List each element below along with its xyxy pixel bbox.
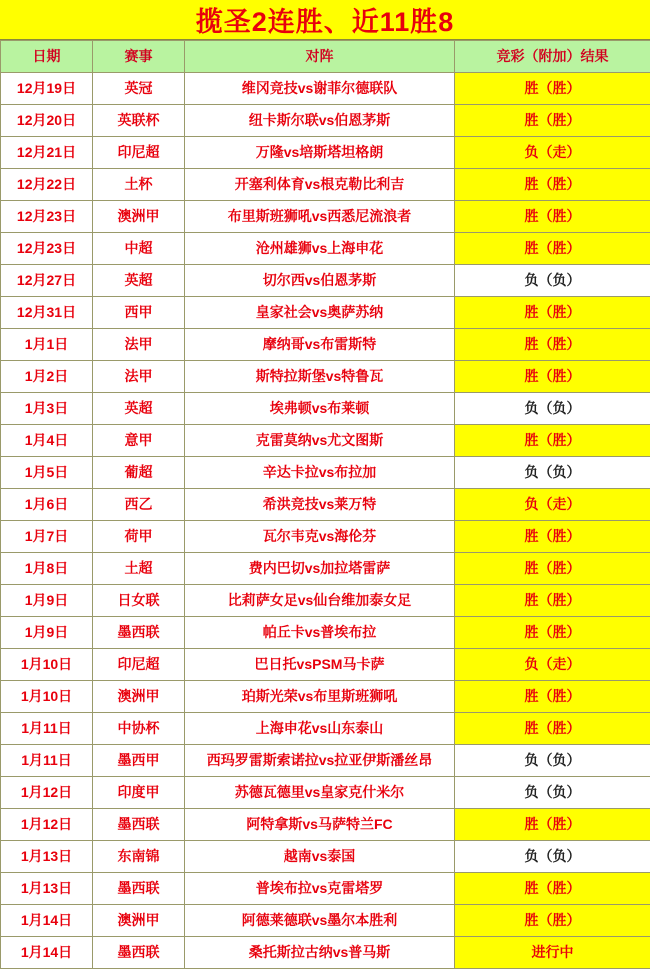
cell-result: 胜（胜） bbox=[455, 809, 650, 841]
cell-result: 胜（胜） bbox=[455, 521, 650, 553]
cell-match: 纽卡斯尔联vs伯恩茅斯 bbox=[185, 105, 455, 137]
cell-match: 西玛罗雷斯索诺拉vs拉亚伊斯潘丝昂 bbox=[185, 745, 455, 777]
cell-match: 切尔西vs伯恩茅斯 bbox=[185, 265, 455, 297]
cell-match: 越南vs泰国 bbox=[185, 841, 455, 873]
cell-league: 墨西联 bbox=[93, 617, 185, 649]
cell-match: 巴日托vsPSM马卡萨 bbox=[185, 649, 455, 681]
table-row bbox=[1, 937, 650, 969]
table-row bbox=[1, 585, 650, 617]
cell-date: 12月23日 bbox=[1, 201, 93, 233]
cell-league: 中超 bbox=[93, 233, 185, 265]
cell-match: 克雷莫纳vs尤文图斯 bbox=[185, 425, 455, 457]
cell-match: 阿德莱德联vs墨尔本胜利 bbox=[185, 905, 455, 937]
table-row bbox=[1, 521, 650, 553]
table-row bbox=[1, 329, 650, 361]
cell-match: 辛达卡拉vs布拉加 bbox=[185, 457, 455, 489]
cell-match: 上海申花vs山东泰山 bbox=[185, 713, 455, 745]
table-row bbox=[1, 617, 650, 649]
cell-date: 1月2日 bbox=[1, 361, 93, 393]
cell-result: 胜（胜） bbox=[455, 329, 650, 361]
table-row bbox=[1, 489, 650, 521]
cell-result: 胜（胜） bbox=[455, 169, 650, 201]
cell-result: 胜（胜） bbox=[455, 553, 650, 585]
cell-league: 墨西联 bbox=[93, 873, 185, 905]
cell-league: 英超 bbox=[93, 265, 185, 297]
cell-league: 意甲 bbox=[93, 425, 185, 457]
table-row bbox=[1, 297, 650, 329]
cell-result: 胜（胜） bbox=[455, 873, 650, 905]
cell-result: 负（负） bbox=[455, 777, 650, 809]
cell-league: 墨西联 bbox=[93, 937, 185, 969]
cell-league: 墨西联 bbox=[93, 809, 185, 841]
cell-date: 1月8日 bbox=[1, 553, 93, 585]
cell-result: 胜（胜） bbox=[455, 233, 650, 265]
cell-match: 斯特拉斯堡vs特鲁瓦 bbox=[185, 361, 455, 393]
table-row bbox=[1, 681, 650, 713]
table-row bbox=[1, 777, 650, 809]
cell-date: 12月27日 bbox=[1, 265, 93, 297]
cell-league: 法甲 bbox=[93, 361, 185, 393]
cell-date: 1月3日 bbox=[1, 393, 93, 425]
cell-date: 12月23日 bbox=[1, 233, 93, 265]
cell-date: 1月5日 bbox=[1, 457, 93, 489]
table-row bbox=[1, 169, 650, 201]
cell-league: 中协杯 bbox=[93, 713, 185, 745]
table-header-row bbox=[1, 41, 650, 73]
cell-league: 澳洲甲 bbox=[93, 681, 185, 713]
cell-result: 胜（胜） bbox=[455, 105, 650, 137]
cell-match: 阿特拿斯vs马萨特兰FC bbox=[185, 809, 455, 841]
cell-match: 珀斯光荣vs布里斯班狮吼 bbox=[185, 681, 455, 713]
cell-league: 印度甲 bbox=[93, 777, 185, 809]
cell-date: 1月4日 bbox=[1, 425, 93, 457]
cell-result: 负（负） bbox=[455, 393, 650, 425]
table-row bbox=[1, 553, 650, 585]
cell-result: 负（负） bbox=[455, 265, 650, 297]
cell-result: 胜（胜） bbox=[455, 73, 650, 105]
table-row bbox=[1, 73, 650, 105]
cell-date: 12月19日 bbox=[1, 73, 93, 105]
cell-match: 桑托斯拉古纳vs普马斯 bbox=[185, 937, 455, 969]
table-row bbox=[1, 137, 650, 169]
cell-league: 土杯 bbox=[93, 169, 185, 201]
table-row bbox=[1, 873, 650, 905]
column-header-result: 竞彩（附加）结果 bbox=[455, 41, 650, 73]
cell-date: 1月13日 bbox=[1, 841, 93, 873]
cell-date: 1月12日 bbox=[1, 809, 93, 841]
cell-result: 负（负） bbox=[455, 745, 650, 777]
table-row bbox=[1, 393, 650, 425]
cell-date: 1月6日 bbox=[1, 489, 93, 521]
cell-result: 胜（胜） bbox=[455, 425, 650, 457]
cell-result: 负（走） bbox=[455, 649, 650, 681]
cell-league: 英超 bbox=[93, 393, 185, 425]
cell-date: 1月14日 bbox=[1, 905, 93, 937]
cell-result: 负（负） bbox=[455, 457, 650, 489]
table-row bbox=[1, 425, 650, 457]
cell-match: 希洪竞技vs莱万特 bbox=[185, 489, 455, 521]
cell-result: 胜（胜） bbox=[455, 617, 650, 649]
table-row bbox=[1, 649, 650, 681]
table-row bbox=[1, 105, 650, 137]
cell-date: 1月11日 bbox=[1, 745, 93, 777]
table-row bbox=[1, 265, 650, 297]
table-row bbox=[1, 841, 650, 873]
cell-league: 西乙 bbox=[93, 489, 185, 521]
cell-league: 澳洲甲 bbox=[93, 201, 185, 233]
table-row bbox=[1, 233, 650, 265]
table-row bbox=[1, 713, 650, 745]
table-row bbox=[1, 201, 650, 233]
cell-match: 摩纳哥vs布雷斯特 bbox=[185, 329, 455, 361]
cell-league: 印尼超 bbox=[93, 137, 185, 169]
cell-match: 苏德瓦德里vs皇家克什米尔 bbox=[185, 777, 455, 809]
cell-match: 普埃布拉vs克雷塔罗 bbox=[185, 873, 455, 905]
cell-result: 负（负） bbox=[455, 841, 650, 873]
page-title: 揽圣2连胜、近11胜8 bbox=[196, 0, 455, 39]
table-header bbox=[1, 41, 650, 73]
cell-match: 帕丘卡vs普埃布拉 bbox=[185, 617, 455, 649]
cell-date: 1月1日 bbox=[1, 329, 93, 361]
cell-league: 澳洲甲 bbox=[93, 905, 185, 937]
cell-league: 葡超 bbox=[93, 457, 185, 489]
cell-league: 土超 bbox=[93, 553, 185, 585]
cell-date: 1月13日 bbox=[1, 873, 93, 905]
cell-result: 胜（胜） bbox=[455, 905, 650, 937]
cell-date: 1月10日 bbox=[1, 649, 93, 681]
cell-date: 12月22日 bbox=[1, 169, 93, 201]
cell-date: 1月12日 bbox=[1, 777, 93, 809]
cell-date: 1月10日 bbox=[1, 681, 93, 713]
cell-match: 比莉萨女足vs仙台维加泰女足 bbox=[185, 585, 455, 617]
cell-league: 英联杯 bbox=[93, 105, 185, 137]
cell-match: 埃弗顿vs布莱顿 bbox=[185, 393, 455, 425]
match-results-table bbox=[0, 40, 650, 969]
cell-league: 日女联 bbox=[93, 585, 185, 617]
cell-result: 胜（胜） bbox=[455, 297, 650, 329]
cell-date: 1月9日 bbox=[1, 585, 93, 617]
cell-league: 西甲 bbox=[93, 297, 185, 329]
cell-match: 沧州雄狮vs上海申花 bbox=[185, 233, 455, 265]
cell-league: 英冠 bbox=[93, 73, 185, 105]
table-row bbox=[1, 905, 650, 937]
cell-match: 维冈竞技vs谢菲尔德联队 bbox=[185, 73, 455, 105]
column-header-match: 对阵 bbox=[185, 41, 455, 73]
cell-result: 胜（胜） bbox=[455, 361, 650, 393]
title-bar bbox=[0, 0, 650, 40]
table-row bbox=[1, 809, 650, 841]
cell-date: 12月20日 bbox=[1, 105, 93, 137]
table-row bbox=[1, 745, 650, 777]
cell-league: 东南锦 bbox=[93, 841, 185, 873]
cell-match: 开塞利体育vs根克勒比利吉 bbox=[185, 169, 455, 201]
cell-match: 费内巴切vs加拉塔雷萨 bbox=[185, 553, 455, 585]
cell-match: 布里斯班狮吼vs西悉尼流浪者 bbox=[185, 201, 455, 233]
cell-date: 12月31日 bbox=[1, 297, 93, 329]
cell-match: 皇家社会vs奥萨苏纳 bbox=[185, 297, 455, 329]
cell-result: 胜（胜） bbox=[455, 681, 650, 713]
cell-match: 万隆vs培斯塔坦格朗 bbox=[185, 137, 455, 169]
cell-date: 1月11日 bbox=[1, 713, 93, 745]
cell-date: 1月7日 bbox=[1, 521, 93, 553]
cell-date: 1月14日 bbox=[1, 937, 93, 969]
cell-result: 胜（胜） bbox=[455, 585, 650, 617]
cell-result: 胜（胜） bbox=[455, 713, 650, 745]
cell-league: 墨西甲 bbox=[93, 745, 185, 777]
cell-result: 负（走） bbox=[455, 137, 650, 169]
cell-league: 荷甲 bbox=[93, 521, 185, 553]
table-row bbox=[1, 457, 650, 489]
cell-date: 12月21日 bbox=[1, 137, 93, 169]
column-header-date: 日期 bbox=[1, 41, 93, 73]
column-header-league: 赛事 bbox=[93, 41, 185, 73]
table-body bbox=[1, 73, 650, 969]
cell-league: 法甲 bbox=[93, 329, 185, 361]
cell-result: 负（走） bbox=[455, 489, 650, 521]
cell-result: 进行中 bbox=[455, 937, 650, 969]
cell-date: 1月9日 bbox=[1, 617, 93, 649]
cell-league: 印尼超 bbox=[93, 649, 185, 681]
cell-match: 瓦尔韦克vs海伦芬 bbox=[185, 521, 455, 553]
table-row bbox=[1, 361, 650, 393]
cell-result: 胜（胜） bbox=[455, 201, 650, 233]
